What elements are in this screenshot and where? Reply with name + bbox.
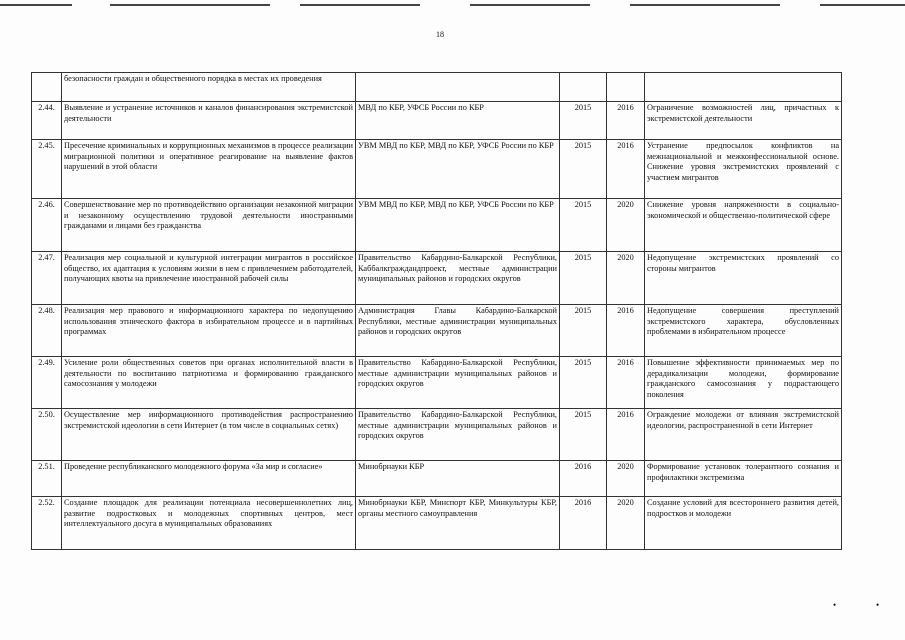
executors-cell: МВД по КБР, УФСБ России по КБР (356, 102, 560, 140)
executors-cell: УВМ МВД по КБР, МВД по КБР, УФСБ России по КБР (356, 140, 560, 199)
measure-cell: Усиление роли общественных советов при органах исполнительной власти в деятельности по воспитанию патриотизма и формированию гражданского самосознания у молодежи (62, 357, 356, 409)
start-year-cell: 2016 (560, 461, 607, 497)
table-row (32, 461, 842, 497)
table-row (32, 199, 842, 252)
table-row (32, 252, 842, 305)
result-cell: Формирование установок толерантного сознания и профилактики экстремизма (645, 461, 842, 497)
row-number: 2.47. (32, 252, 62, 305)
result-cell: Недопущение совершения преступлений экстремистского характера, обусловленных проблемами в избирательном процессе (645, 305, 842, 357)
end-year-cell: 2020 (607, 497, 645, 550)
top-rule (300, 4, 420, 6)
result-cell (645, 73, 842, 102)
top-rule (110, 4, 270, 6)
start-year-cell: 2015 (560, 305, 607, 357)
table-row (32, 497, 842, 550)
top-rule (470, 4, 590, 6)
result-cell: Снижение уровня напряженности в социально-экономической и общественно-политической сфере (645, 199, 842, 252)
measure-cell: Проведение республиканского молодежного форума «За мир и согласие» (62, 461, 356, 497)
top-rule (0, 4, 72, 6)
executors-cell: Минобрнауки КБР, Минспорт КБР, Минкультуры КБР, органы местного самоуправления (356, 497, 560, 550)
executors-cell: Правительство Кабардино-Балкарской Республики, Каббалкграждандпроект, местные администрации муниципальных районов и городских округов (356, 252, 560, 305)
row-number: 2.46. (32, 199, 62, 252)
measure-cell: Совершенствование мер по противодействию организации незаконной миграции и незаконному осуществлению трудовой деятельности иностранными гражданами и лицами без гражданства (62, 199, 356, 252)
measure-cell: Пресечение криминальных и коррупционных механизмов в процессе реализации миграционной политики и оперативное реагирование на выявление фактов нарушений в этой области (62, 140, 356, 199)
scan-mark: • (833, 600, 837, 610)
result-cell: Ограждение молодежи от влияния экстремистской идеологии, распространенной в сети Интернет (645, 409, 842, 461)
start-year-cell: 2015 (560, 199, 607, 252)
end-year-cell: 2020 (607, 199, 645, 252)
row-number: 2.50. (32, 409, 62, 461)
row-number (32, 73, 62, 102)
start-year-cell: 2015 (560, 409, 607, 461)
result-cell: Создание условий для всестороннего развития детей, подростков и молодежи (645, 497, 842, 550)
table-row (32, 73, 842, 102)
page-number: 18 (436, 30, 444, 39)
start-year-cell (560, 73, 607, 102)
row-number: 2.52. (32, 497, 62, 550)
end-year-cell: 2016 (607, 305, 645, 357)
start-year-cell: 2015 (560, 357, 607, 409)
result-cell: Повышение эффективности принимаемых мер по дерадикализации молодежи, формирование гражданского самосознания у подрастающего поколения (645, 357, 842, 409)
measures-table (31, 72, 842, 550)
row-number: 2.44. (32, 102, 62, 140)
measure-cell: Выявление и устранение источников и каналов финансирования экстремистской деятельности (62, 102, 356, 140)
end-year-cell: 2016 (607, 102, 645, 140)
end-year-cell (607, 73, 645, 102)
table-row (32, 102, 842, 140)
row-number: 2.49. (32, 357, 62, 409)
table-row (32, 357, 842, 409)
table-row (32, 140, 842, 199)
start-year-cell: 2016 (560, 497, 607, 550)
end-year-cell: 2016 (607, 140, 645, 199)
end-year-cell: 2020 (607, 461, 645, 497)
executors-cell: Правительство Кабардино-Балкарской Республики, местные администрации муниципальных районов и городских округов (356, 409, 560, 461)
start-year-cell: 2015 (560, 140, 607, 199)
table-row (32, 305, 842, 357)
measure-cell: Реализация мер правового и информационного характера по недопущению использования этнического фактора в избирательном процессе и в партийных программах (62, 305, 356, 357)
row-number: 2.48. (32, 305, 62, 357)
executors-cell: Администрация Главы Кабардино-Балкарской Республики, местные администрации муниципальных районов и городских округов (356, 305, 560, 357)
end-year-cell: 2016 (607, 357, 645, 409)
scan-mark: • (876, 600, 880, 610)
end-year-cell: 2016 (607, 409, 645, 461)
row-number: 2.45. (32, 140, 62, 199)
top-rule (820, 4, 905, 6)
measure-cell: Осуществление мер информационного противодействия распространению экстремистской идеологии в сети Интернет (в том числе в социальных сетях) (62, 409, 356, 461)
table-row (32, 409, 842, 461)
executors-cell: Правительство Кабардино-Балкарской Республики, местные администрации муниципальных районов и городских округов (356, 357, 560, 409)
executors-cell: УВМ МВД по КБР, МВД по КБР, УФСБ России по КБР (356, 199, 560, 252)
measure-cell: Реализация мер социальной и культурной интеграции мигрантов в российское общество, их адаптация к условиям жизни в нем с привлечением работодателей, получающих квоты на привлечение иностранной рабочей силы (62, 252, 356, 305)
row-number: 2.51. (32, 461, 62, 497)
end-year-cell: 2020 (607, 252, 645, 305)
executors-cell (356, 73, 560, 102)
result-cell: Устранение предпосылок конфликтов на межнациональной и межконфессиональной основе. Снижение уровня экстремистских проявлений с участием мигрантов (645, 140, 842, 199)
start-year-cell: 2015 (560, 252, 607, 305)
measure-cell: Создание площадок для реализации потенциала несовершеннолетних лиц, развитие подростковых и молодежных спортивных центров, мест интеллектуального досуга в муниципальных образованиях (62, 497, 356, 550)
top-rule (630, 4, 780, 6)
executors-cell: Минобрнауки КБР (356, 461, 560, 497)
result-cell: Ограничение возможностей лиц, причастных к экстремистской деятельности (645, 102, 842, 140)
result-cell: Недопущение экстремистских проявлений со стороны мигрантов (645, 252, 842, 305)
measure-cell: безопасности граждан и общественного порядка в местах их проведения (62, 73, 356, 102)
start-year-cell: 2015 (560, 102, 607, 140)
